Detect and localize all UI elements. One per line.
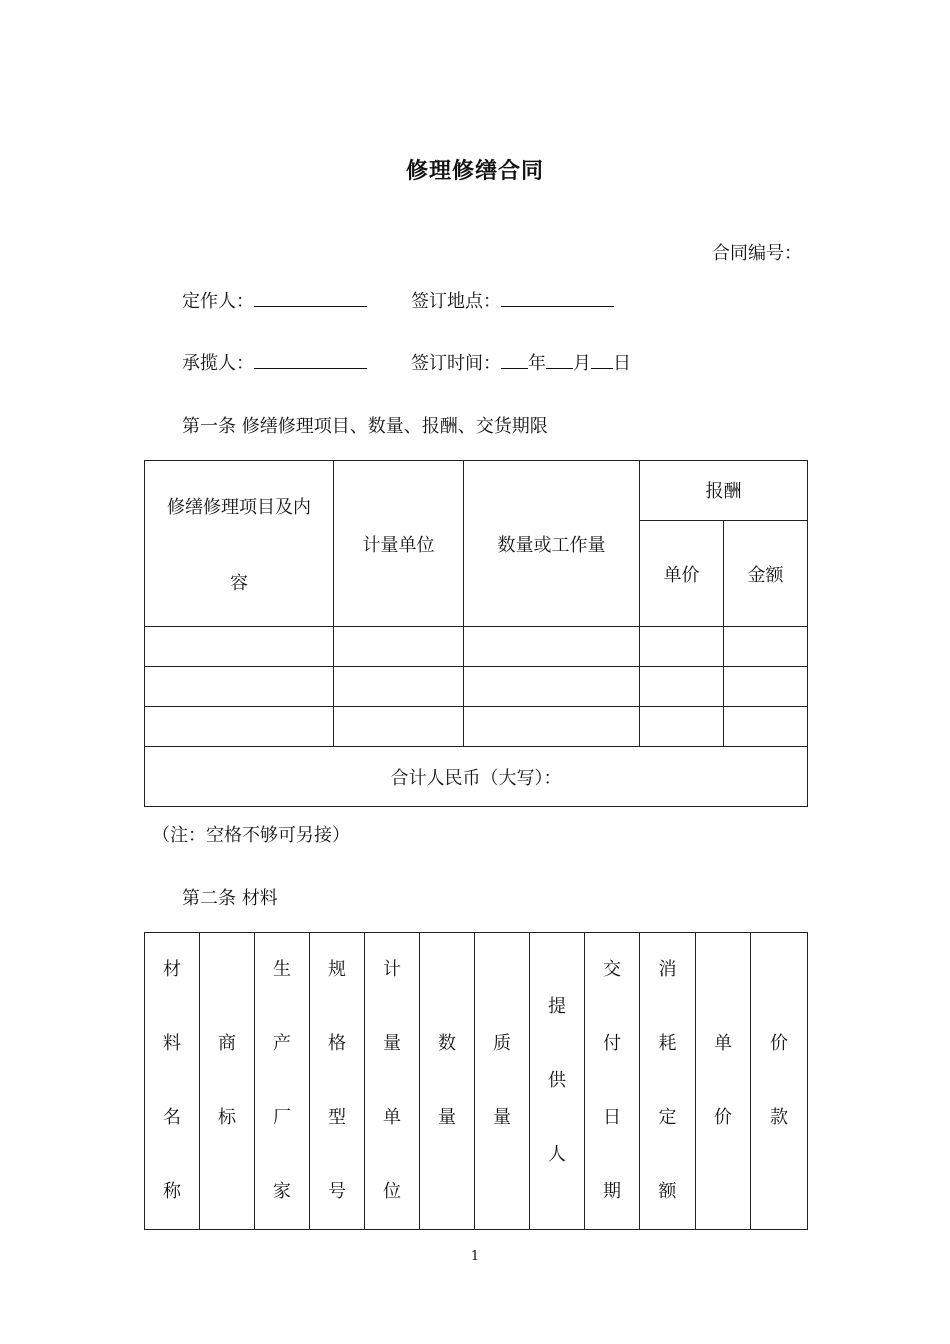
month-blank[interactable] <box>546 350 573 369</box>
table-cell[interactable] <box>724 707 808 747</box>
col-delivery-date: 交 付 日 期 <box>585 933 640 1230</box>
table-cell[interactable] <box>334 627 464 667</box>
col-payment: 价 款 <box>751 933 808 1230</box>
table-cell[interactable] <box>145 627 334 667</box>
table-note: （注：空格不够可另接） <box>152 825 350 846</box>
col-manufacturer: 生 产 厂 家 <box>255 933 310 1230</box>
col-spec-model: 规 格 型 号 <box>310 933 365 1230</box>
contract-number-label: 合同编号： <box>712 243 802 264</box>
col-consumption-quota: 消 耗 定 额 <box>640 933 696 1230</box>
header-unit-price: 单价 <box>640 521 724 627</box>
total-row: 合计人民币（大写）： <box>145 747 808 807</box>
header-item-line2: 容 <box>230 572 248 594</box>
header-item-line1: 修缮修理项目及内 <box>167 496 311 518</box>
table-row <box>145 667 808 707</box>
sign-place-line <box>411 287 614 313</box>
contractor-line <box>182 349 367 375</box>
table-cell[interactable] <box>464 707 640 747</box>
table-cell[interactable] <box>724 627 808 667</box>
table-row <box>145 627 808 667</box>
sign-place-label: 签订地点： <box>411 291 501 312</box>
col-measure-unit: 计 量 单 位 <box>365 933 420 1230</box>
header-quantity: 数量或工作量 <box>464 461 640 627</box>
month-label: 月 <box>573 353 591 374</box>
page-number: 1 <box>470 1249 480 1264</box>
document-title: 修理修缮合同 <box>405 159 544 184</box>
header-payment: 报酬 <box>640 461 808 521</box>
col-unit-price: 单 价 <box>696 933 751 1230</box>
sign-place-blank[interactable] <box>501 288 614 307</box>
article2-heading: 第二条 材料 <box>182 888 278 909</box>
sign-time-label: 签订时间： <box>411 353 501 374</box>
article1-table <box>144 460 808 807</box>
article2-table <box>144 932 808 1230</box>
table-cell[interactable] <box>145 667 334 707</box>
table-cell[interactable] <box>145 707 334 747</box>
header-amount: 金额 <box>724 521 808 627</box>
table-cell[interactable] <box>724 667 808 707</box>
header-unit: 计量单位 <box>334 461 464 627</box>
contractor-label: 承揽人： <box>182 353 254 374</box>
year-blank[interactable] <box>501 350 528 369</box>
table-cell[interactable] <box>334 667 464 707</box>
col-supplier: 提 供 人 <box>530 933 585 1230</box>
table-cell[interactable] <box>464 627 640 667</box>
col-quality: 质 量 <box>475 933 530 1230</box>
header-item <box>145 461 334 627</box>
col-quantity: 数 量 <box>420 933 475 1230</box>
day-label: 日 <box>613 353 631 374</box>
article1-heading: 第一条 修缮修理项目、数量、报酬、交货期限 <box>182 416 548 437</box>
table-cell[interactable] <box>640 627 724 667</box>
col-material-name: 材 料 名 称 <box>145 933 200 1230</box>
day-blank[interactable] <box>591 350 613 369</box>
year-label: 年 <box>528 353 546 374</box>
table-row <box>145 707 808 747</box>
orderer-blank[interactable] <box>254 288 367 307</box>
table-cell[interactable] <box>640 667 724 707</box>
contractor-blank[interactable] <box>254 350 367 369</box>
table-cell[interactable] <box>334 707 464 747</box>
orderer-line <box>182 287 367 313</box>
table-cell[interactable] <box>464 667 640 707</box>
sign-time-line <box>411 349 631 375</box>
col-trademark: 商 标 <box>200 933 255 1230</box>
orderer-label: 定作人： <box>182 291 254 312</box>
table-cell[interactable] <box>640 707 724 747</box>
